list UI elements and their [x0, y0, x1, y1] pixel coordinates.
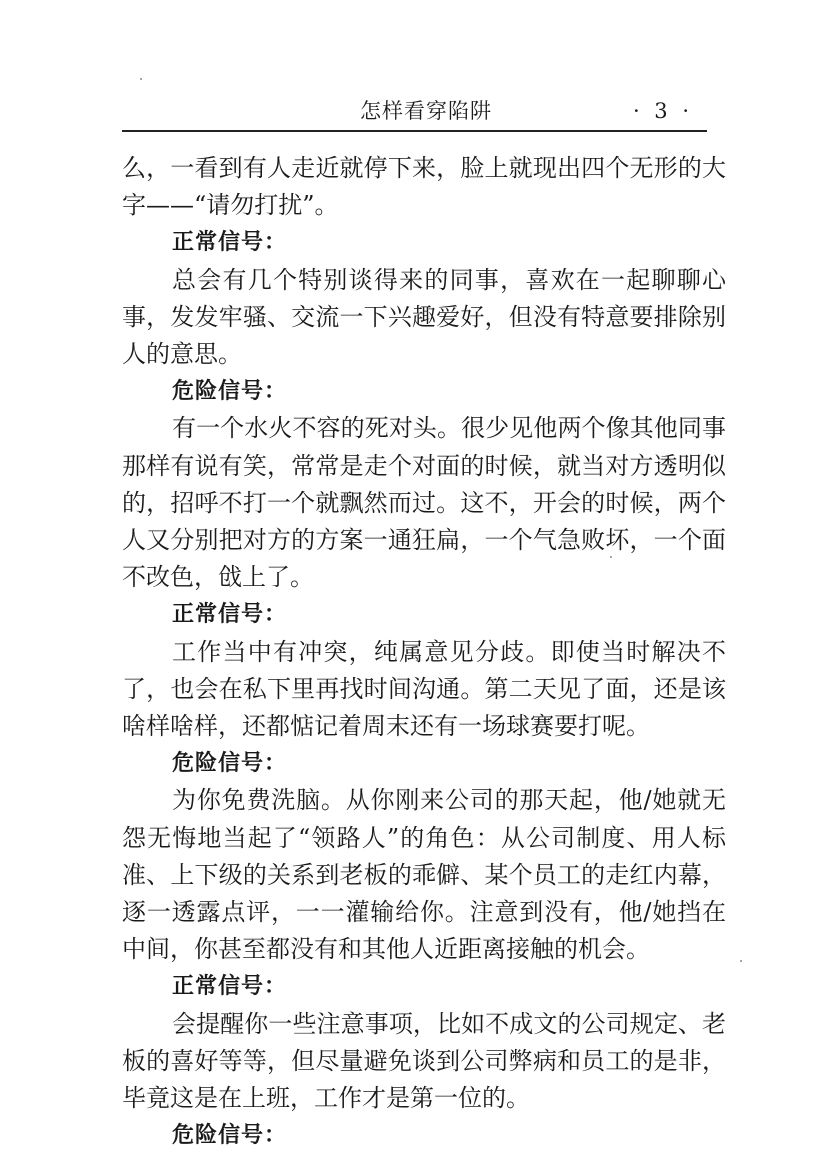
section-heading-danger-signal: 危险信号： — [172, 751, 288, 777]
section-heading-normal-signal: 正常信号： — [172, 974, 288, 1000]
header-rule — [122, 130, 707, 132]
section-heading-danger-signal: 危险信号： — [172, 379, 288, 405]
scan-speck — [610, 556, 612, 558]
body-text — [122, 150, 726, 1154]
paragraph: 工作当中有冲突，纯属意见分歧。即使当时解决不了，也会在私下里再找时间沟通。第二天见了面，还是该啥样啥样，还都惦记着周末还有一场球赛要打呢。 — [122, 637, 726, 741]
paragraph: 有一个水火不容的死对头。很少见他两个像其他同事那样有说有笑，常常是走个对面的时候，就当对方透明似的，招呼不打一个就飘然而过。这不，开会的时候，两个人又分别把对方的方案一通狂扁，一个气急败坏，一个面不改色，戗上了。 — [122, 414, 726, 592]
section-heading-danger-signal: 危险信号： — [172, 1123, 288, 1149]
section-heading-normal-signal: 正常信号： — [172, 602, 288, 628]
running-title: 怎样看穿陷阱 — [360, 99, 492, 123]
paragraph: 总会有几个特别谈得来的同事，喜欢在一起聊聊心事，发发牢骚、交流一下兴趣爱好，但没有特意要排除别人的意思。 — [122, 265, 726, 369]
page-number: · 3 · — [632, 99, 693, 123]
section-heading-normal-signal: 正常信号： — [172, 230, 288, 256]
paragraph-continued: 么，一看到有人走近就停下来，脸上就现出四个无形的大字——“请勿打扰”。 — [122, 154, 726, 220]
scan-speck — [140, 78, 142, 80]
scan-speck — [740, 960, 742, 962]
paragraph: 为你免费洗脑。从你刚来公司的那天起，他/她就无怨无悔地当起了“领路人”的角色：从公司制度、用人标准、上下级的关系到老板的乖僻、某个员工的走红内幕，逐一透露点评，一一灌输给你。注意到没有，他/她挡在中间，你甚至都没有和其他人近距离接触的机会。 — [122, 786, 726, 964]
paragraph: 会提醒你一些注意事项，比如不成文的公司规定、老板的喜好等等，但尽量避免谈到公司弊病和员工的是非，毕竟这是在上班，工作才是第一位的。 — [122, 1009, 726, 1113]
running-header — [122, 97, 707, 127]
